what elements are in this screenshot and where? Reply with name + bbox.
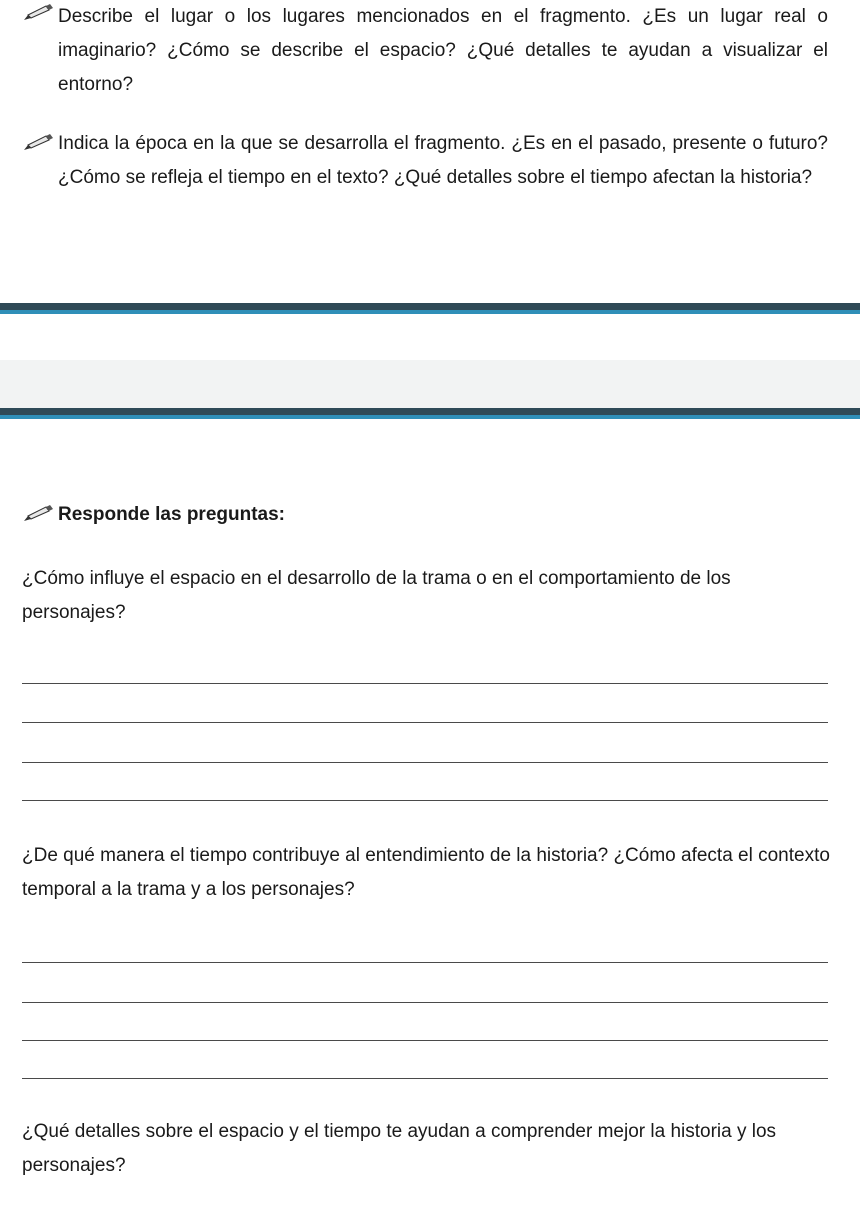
section-heading: Responde las preguntas: — [58, 504, 285, 525]
band-top-accent — [0, 310, 860, 314]
answer-line[interactable] — [22, 683, 828, 684]
band-fill — [0, 360, 860, 408]
instruction-1-text: Describe el lugar o los lugares mencionados en el fragmento. ¿Es un lugar real o imaginario? ¿Cómo se describe el espacio? ¿Qué detalles te ayudan a visualizar el entorno? — [58, 6, 828, 95]
band-top-dark — [0, 303, 860, 310]
band-bottom-dark — [0, 408, 860, 415]
answer-line[interactable] — [22, 1040, 828, 1041]
pencil-icon — [22, 505, 56, 523]
question-3-text: ¿Qué detalles sobre el espacio y el tiempo te ayudan a comprender mejor la historia y los personajes? — [22, 1121, 777, 1176]
answer-line[interactable] — [22, 1002, 828, 1003]
pencil-icon — [22, 4, 56, 22]
question-2-text: ¿De qué manera el tiempo contribuye al entendimiento de la historia? ¿Cómo afecta el contexto temporal a la trama y a los personajes? — [22, 845, 830, 900]
band-bottom-accent — [0, 415, 860, 419]
answer-line[interactable] — [22, 762, 828, 763]
instruction-2-text: Indica la época en la que se desarrolla el fragmento. ¿Es en el pasado, presente o futuro? ¿Cómo se refleja el tiempo en el texto? ¿Qué detalles sobre el tiempo afectan la historia? — [58, 133, 828, 188]
answer-line[interactable] — [22, 962, 828, 963]
question-1-text: ¿Cómo influye el espacio en el desarrollo de la trama o en el comportamiento de los personajes? — [22, 568, 731, 623]
answer-line[interactable] — [22, 1078, 828, 1079]
answer-line[interactable] — [22, 722, 828, 723]
answer-line[interactable] — [22, 800, 828, 801]
pencil-icon — [22, 134, 56, 152]
